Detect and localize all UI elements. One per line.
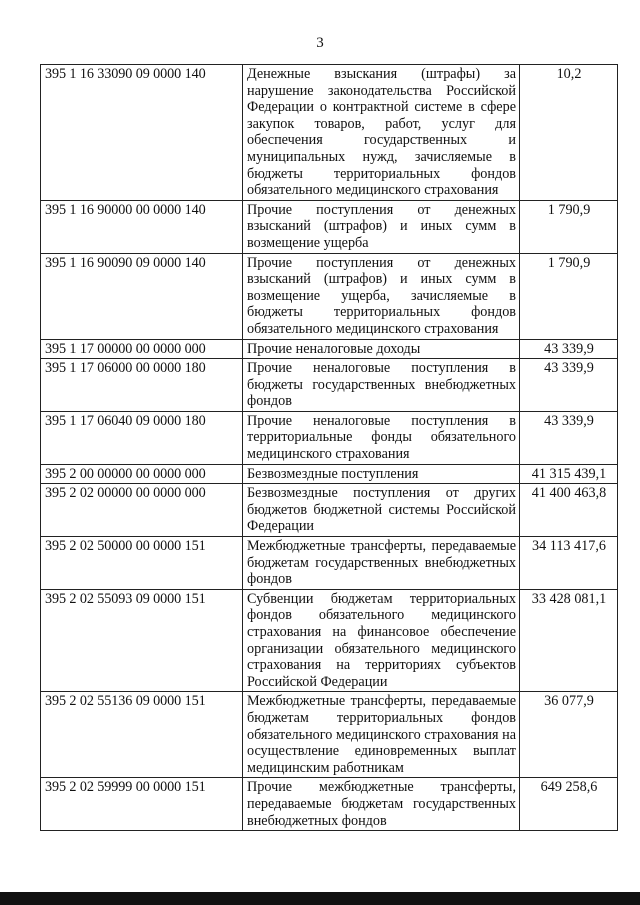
- description-cell: Прочие поступления от денежных взысканий (штрафов) и иных сумм в возмещение ущерба, зачисляемые в бюджеты территориальных фондов обязательного медицинского страхования: [243, 253, 520, 339]
- budget-code-cell: 395 1 17 06040 09 0000 180: [41, 411, 243, 464]
- table-row: [41, 692, 618, 778]
- table-row: [41, 339, 618, 359]
- amount-cell: 10,2: [520, 65, 618, 201]
- table-row: [41, 253, 618, 339]
- description-cell: Прочие неналоговые поступления в территориальные фонды обязательного медицинского страхования: [243, 411, 520, 464]
- table-row: [41, 65, 618, 201]
- description-cell: Субвенции бюджетам территориальных фондов обязательного медицинского страхования на финансовое обеспечение организации обязательного медицинского страхования на территориях субъектов Российской Федерации: [243, 589, 520, 692]
- description-cell: Безвозмездные поступления от других бюджетов бюджетной системы Российской Федерации: [243, 484, 520, 537]
- amount-cell: 36 077,9: [520, 692, 618, 778]
- budget-code-cell: 395 2 02 55093 09 0000 151: [41, 589, 243, 692]
- budget-code-cell: 395 1 17 00000 00 0000 000: [41, 339, 243, 359]
- description-cell: Прочие поступления от денежных взысканий (штрафов) и иных сумм в возмещение ущерба: [243, 200, 520, 253]
- budget-code-cell: 395 2 00 00000 00 0000 000: [41, 464, 243, 484]
- amount-cell: 43 339,9: [520, 411, 618, 464]
- description-cell: Денежные взыскания (штрафы) за нарушение законодательства Российской Федерации о контрактной системе в сфере закупок товаров, работ, услуг для обеспечения государственных и муниципальных нужд, зачисляемые в бюджеты территориальных фондов обязательного медицинского страхования: [243, 65, 520, 201]
- description-cell: Межбюджетные трансферты, передаваемые бюджетам государственных внебюджетных фондов: [243, 537, 520, 590]
- amount-cell: 34 113 417,6: [520, 537, 618, 590]
- table-row: [41, 464, 618, 484]
- amount-cell: 43 339,9: [520, 359, 618, 412]
- budget-code-cell: 395 1 17 06000 00 0000 180: [41, 359, 243, 412]
- table-row: [41, 200, 618, 253]
- budget-code-cell: 395 1 16 90000 00 0000 140: [41, 200, 243, 253]
- budget-code-cell: 395 1 16 33090 09 0000 140: [41, 65, 243, 201]
- budget-code-cell: 395 2 02 55136 09 0000 151: [41, 692, 243, 778]
- description-cell: Безвозмездные поступления: [243, 464, 520, 484]
- amount-cell: 1 790,9: [520, 253, 618, 339]
- scan-edge-band: [0, 892, 640, 905]
- table-row: [41, 589, 618, 692]
- amount-cell: 649 258,6: [520, 778, 618, 831]
- table-row: [41, 359, 618, 412]
- page-number: 3: [316, 35, 324, 51]
- table-row: [41, 537, 618, 590]
- budget-code-cell: 395 1 16 90090 09 0000 140: [41, 253, 243, 339]
- table-row: [41, 484, 618, 537]
- budget-code-cell: 395 2 02 50000 00 0000 151: [41, 537, 243, 590]
- table-body: [41, 65, 618, 831]
- table-row: [41, 411, 618, 464]
- budget-code-cell: 395 2 02 59999 00 0000 151: [41, 778, 243, 831]
- description-cell: Межбюджетные трансферты, передаваемые бюджетам территориальных фондов обязательного медицинского страхования на осуществление единовременных выплат медицинским работникам: [243, 692, 520, 778]
- budget-code-cell: 395 2 02 00000 00 0000 000: [41, 484, 243, 537]
- description-cell: Прочие неналоговые доходы: [243, 339, 520, 359]
- amount-cell: 43 339,9: [520, 339, 618, 359]
- budget-revenue-table: [40, 64, 618, 831]
- description-cell: Прочие неналоговые поступления в бюджеты государственных внебюджетных фондов: [243, 359, 520, 412]
- amount-cell: 1 790,9: [520, 200, 618, 253]
- amount-cell: 33 428 081,1: [520, 589, 618, 692]
- table-row: [41, 778, 618, 831]
- amount-cell: 41 315 439,1: [520, 464, 618, 484]
- description-cell: Прочие межбюджетные трансферты, передаваемые бюджетам государственных внебюджетных фондов: [243, 778, 520, 831]
- amount-cell: 41 400 463,8: [520, 484, 618, 537]
